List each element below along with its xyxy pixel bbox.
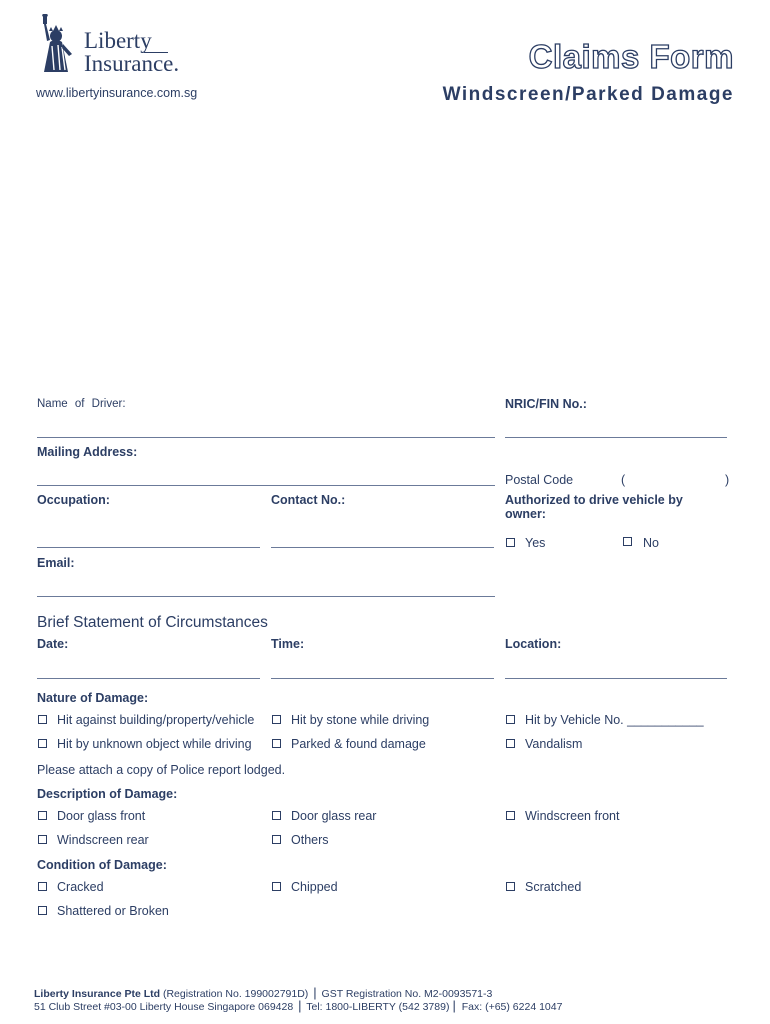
nature-parked-label: Parked & found damage [291, 737, 426, 751]
cond-scratched-checkbox[interactable] [506, 882, 515, 891]
occupation-field[interactable] [37, 547, 260, 548]
nric-fin-field[interactable] [505, 437, 727, 438]
footer-separator: | [298, 998, 302, 1013]
police-report-note: Please attach a copy of Police report lodged. [37, 763, 286, 777]
occupation-label: Occupation: [37, 493, 110, 507]
footer-address: 51 Club Street #03-00 Liberty House Singapore 069428 [34, 1001, 294, 1013]
desc-door-glass-front-checkbox[interactable] [38, 811, 47, 820]
cond-scratched-label: Scratched [525, 880, 582, 894]
circumstances-heading: Brief Statement of Circumstances [37, 614, 268, 631]
authorized-label-line1: Authorized to drive vehicle by [505, 493, 683, 507]
nature-hit-stone-label: Hit by stone while driving [291, 713, 430, 727]
footer-separator: | [452, 998, 456, 1013]
footer-separator: | [313, 985, 317, 1000]
footer-gst: GST Registration No. M2-0093571-3 [321, 988, 493, 1000]
authorized-yes-checkbox[interactable] [506, 538, 515, 547]
footer-registration: (Registration No. 199002791D) [162, 988, 309, 1000]
nature-vandalism-label: Vandalism [525, 737, 583, 751]
description-of-damage-heading: Description of Damage: [37, 787, 178, 801]
postal-code-label: Postal Code [505, 473, 574, 487]
nature-hit-building-checkbox[interactable] [38, 715, 47, 724]
nature-parked-checkbox[interactable] [272, 739, 281, 748]
footer-fax: Fax: (+65) 6224 1047 [461, 1001, 563, 1013]
date-label: Date: [37, 637, 69, 651]
desc-windscreen-front-checkbox[interactable] [506, 811, 515, 820]
time-field[interactable] [271, 678, 494, 679]
nature-vandalism-checkbox[interactable] [506, 739, 515, 748]
postal-code-open-bracket: ( [621, 473, 626, 487]
cond-cracked-label: Cracked [57, 880, 104, 894]
desc-door-glass-front-label: Door glass front [57, 809, 146, 823]
location-field[interactable] [505, 678, 727, 679]
nature-hit-vehicle-checkbox[interactable] [506, 715, 515, 724]
postal-code-close-bracket: ) [725, 473, 730, 487]
nature-hit-building-label: Hit against building/property/vehicle [57, 713, 255, 727]
authorized-no-checkbox[interactable] [623, 537, 632, 546]
mailing-address-label: Mailing Address: [37, 445, 138, 459]
desc-windscreen-front-label: Windscreen front [525, 809, 620, 823]
form-title: Claims Form [528, 38, 734, 75]
desc-door-glass-rear-label: Door glass rear [291, 809, 377, 823]
desc-windscreen-rear-checkbox[interactable] [38, 835, 47, 844]
cond-cracked-checkbox[interactable] [38, 882, 47, 891]
website-link[interactable]: www.libertyinsurance.com.sg [36, 86, 198, 100]
brand-name-line1: Liberty [84, 28, 152, 53]
footer-line2 [34, 998, 562, 1013]
desc-others-checkbox[interactable] [272, 835, 281, 844]
authorized-yes-label: Yes [525, 536, 546, 550]
nature-hit-stone-checkbox[interactable] [272, 715, 281, 724]
desc-others-label: Others [291, 833, 329, 847]
desc-door-glass-rear-checkbox[interactable] [272, 811, 281, 820]
cond-chipped-checkbox[interactable] [272, 882, 281, 891]
authorized-label-line2: owner: [505, 507, 546, 521]
name-of-driver-field[interactable] [37, 437, 495, 438]
contact-no-field[interactable] [271, 547, 494, 548]
brand-name-line2: Insurance. [84, 51, 180, 76]
nature-of-damage-heading: Nature of Damage: [37, 691, 149, 705]
date-field[interactable] [37, 678, 260, 679]
cond-shattered-label: Shattered or Broken [57, 904, 169, 918]
form-subtitle: Windscreen/Parked Damage [442, 84, 734, 105]
nature-unknown-object-label: Hit by unknown object while driving [57, 737, 252, 751]
nric-fin-label: NRIC/FIN No.: [505, 397, 587, 411]
statue-of-liberty-icon [34, 14, 78, 74]
liberty-logo [34, 14, 204, 76]
cond-shattered-checkbox[interactable] [38, 906, 47, 915]
location-label: Location: [505, 637, 562, 651]
nature-hit-vehicle-label: Hit by Vehicle No. ___________ [525, 713, 704, 727]
cond-chipped-label: Chipped [291, 880, 338, 894]
footer-tel: Tel: 1800-LIBERTY (542 3789) [306, 1001, 450, 1013]
name-of-driver-label: Name of Driver: [37, 398, 126, 410]
mailing-address-field[interactable] [37, 485, 495, 486]
authorized-no-label: No [643, 536, 659, 550]
nature-unknown-object-checkbox[interactable] [38, 739, 47, 748]
email-label: Email: [37, 556, 75, 570]
time-label: Time: [271, 637, 305, 651]
contact-no-label: Contact No.: [271, 493, 346, 507]
desc-windscreen-rear-label: Windscreen rear [57, 833, 149, 847]
footer-company: Liberty Insurance Pte Ltd [34, 988, 161, 1000]
condition-of-damage-heading: Condition of Damage: [37, 858, 167, 872]
email-field[interactable] [37, 596, 495, 597]
